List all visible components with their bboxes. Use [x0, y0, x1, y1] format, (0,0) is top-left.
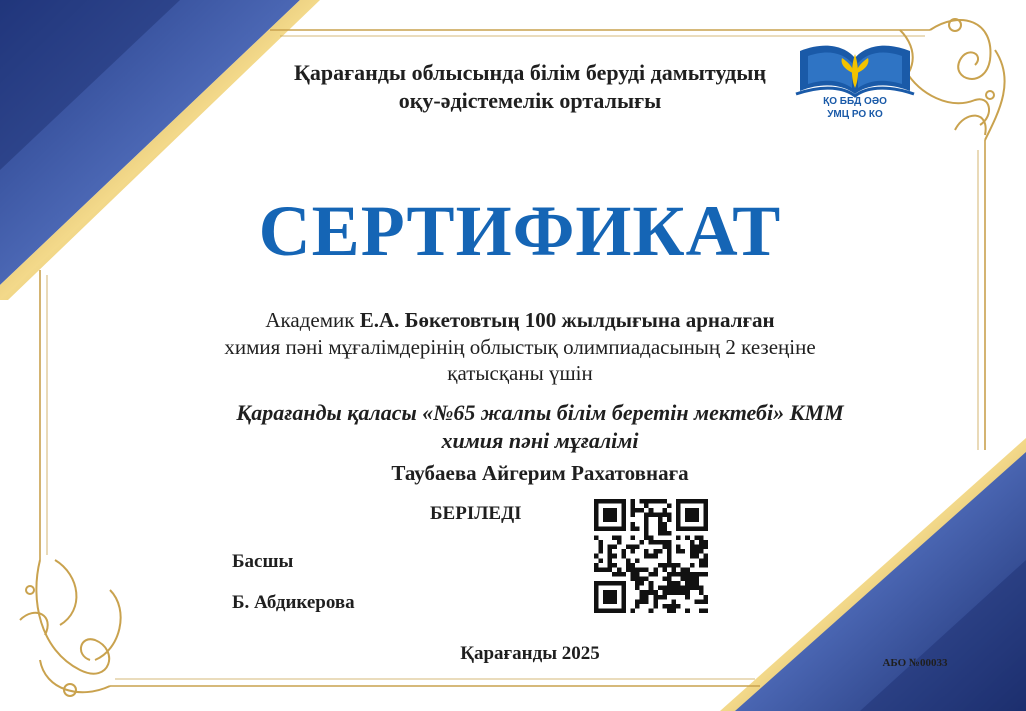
organization-name-line2: оқу-әдістемелік орталығы — [398, 88, 662, 113]
description-line2: химия пәні мұғалімдерінің облыстық олимпиадасының 2 кезеңіне — [224, 335, 816, 359]
school-line1: Қарағанды қаласы «№65 жалпы білім беретін мектебі» КММ — [236, 400, 844, 425]
awarded-label: БЕРІЛЕДІ — [430, 503, 522, 524]
school-line2: химия пәні мұғалімі — [441, 428, 639, 453]
certificate-title: СЕРТИФИКАТ — [258, 191, 782, 271]
certificate-number: АБО №00033 — [882, 657, 948, 669]
qr-code-icon — [594, 499, 708, 613]
organization-name-line1: Қарағанды облысында білім беруді дамытудың — [293, 60, 767, 85]
signatory-title: Басшы — [232, 551, 294, 572]
signatory-name: Б. Абдикерова — [232, 592, 355, 613]
description-prefix: Академик — [265, 308, 360, 332]
logo-text-russian: УМЦ РО КО — [827, 109, 883, 120]
logo-text-kazakh: ҚО ББД ОӘО — [823, 96, 887, 107]
recipient-name: Таубаева Айгерим Рахатовнаға — [391, 461, 689, 485]
description-bold: Е.А. Бөкетовтың 100 жылдығына арналған — [359, 308, 775, 332]
description-line1 — [160, 308, 880, 333]
open-book-logo-icon — [790, 36, 920, 136]
description-line3: қатысқаны үшін — [447, 361, 593, 385]
city-year: Қарағанды 2025 — [460, 643, 600, 664]
